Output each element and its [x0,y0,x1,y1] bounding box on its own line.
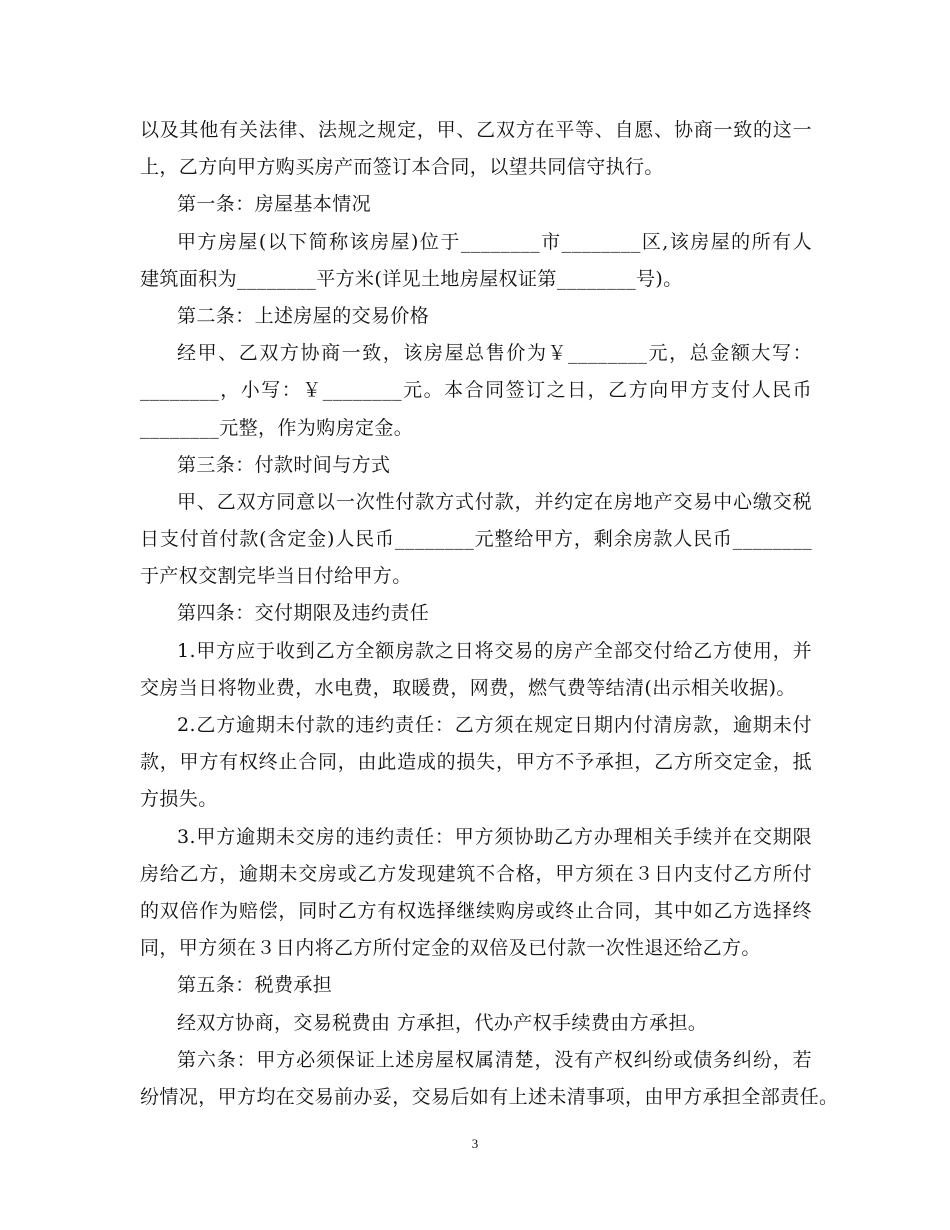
text-line: 纷情况，甲方均在交易前办妥，交易后如有上述未清事项，由甲方承担全部责任。 [140,1085,839,1108]
text-line: 房给乙方，逾期未交房或乙方发现建筑不合格，甲方须在３日内支付乙方所付 [140,862,812,885]
text-line: 上，乙方向甲方购买房产而签订本合同，以望共同信守执行。 [140,156,664,179]
text-line: 第六条：甲方必须保证上述房屋权属清楚，没有产权纠纷或债务纠纷，若 [177,1048,812,1071]
text-line: 的双倍作为赔偿，同时乙方有权选择继续购房或终止合同，其中如乙方选择终 [140,899,812,922]
text-line: 第一条：房屋基本情况 [177,193,372,216]
text-line: 经双方协商，交易税费由 方承担，代办产权手续费由方承担。 [177,1011,708,1034]
text-line: 第四条：交付期限及违约责任 [177,602,430,625]
contract-body [140,112,839,1116]
text-line: 第三条：付款时间与方式 [177,453,391,476]
text-line: 甲方房屋(以下简称该房屋)位于________市________区,该房屋的所有人 [177,230,812,253]
text-line: 3.甲方逾期未交房的违约责任：甲方须协助乙方办理相关手续并在交期限 [177,825,812,848]
text-line: 同，甲方须在３日内将乙方所付定金的双倍及已付款一次性退还给乙方。 [140,937,761,960]
text-line: 1.甲方应于收到乙方全额房款之日将交易的房产全部交付给乙方使用，并 [177,639,812,662]
text-line: 第五条：税费承担 [177,974,333,997]
text-line: 甲、乙双方同意以一次性付款方式付款，并约定在房地产交易中心缴交税 [177,490,812,513]
text-line: ________，小写：￥________元。本合同签订之日，乙方向甲方支付人民币 [140,379,812,402]
text-line: 于产权交割完毕当日付给甲方。 [140,565,412,588]
text-line: 经甲、乙双方协商一致，该房屋总售价为￥________元，总金额大写： [177,342,812,365]
page-number: 3 [471,1136,479,1151]
text-line: 方损失。 [140,788,218,811]
text-line: 2.乙方逾期未付款的违约责任：乙方须在规定日期内付清房款，逾期未付 [177,714,812,736]
text-line: 款，甲方有权终止合同，由此造成的损失，甲方不予承担，乙方所交定金，抵 [140,751,812,774]
text-line: 以及其他有关法律、法规之规定，甲、乙双方在平等、自愿、协商一致的这一 [140,119,812,141]
text-line: 建筑面积为________平方米(详见土地房屋权证第________号)。 [140,267,683,290]
text-line: 日支付首付款(含定金)人民币________元整给甲方，剩余房款人民币________ [140,528,812,551]
text-line: ________元整，作为购房定金。 [140,416,414,439]
text-line: 第二条：上述房屋的交易价格 [177,304,430,327]
text-line: 交房当日将物业费，水电费，取暖费，网费，燃气费等结清(出示相关收据)。 [140,676,796,699]
